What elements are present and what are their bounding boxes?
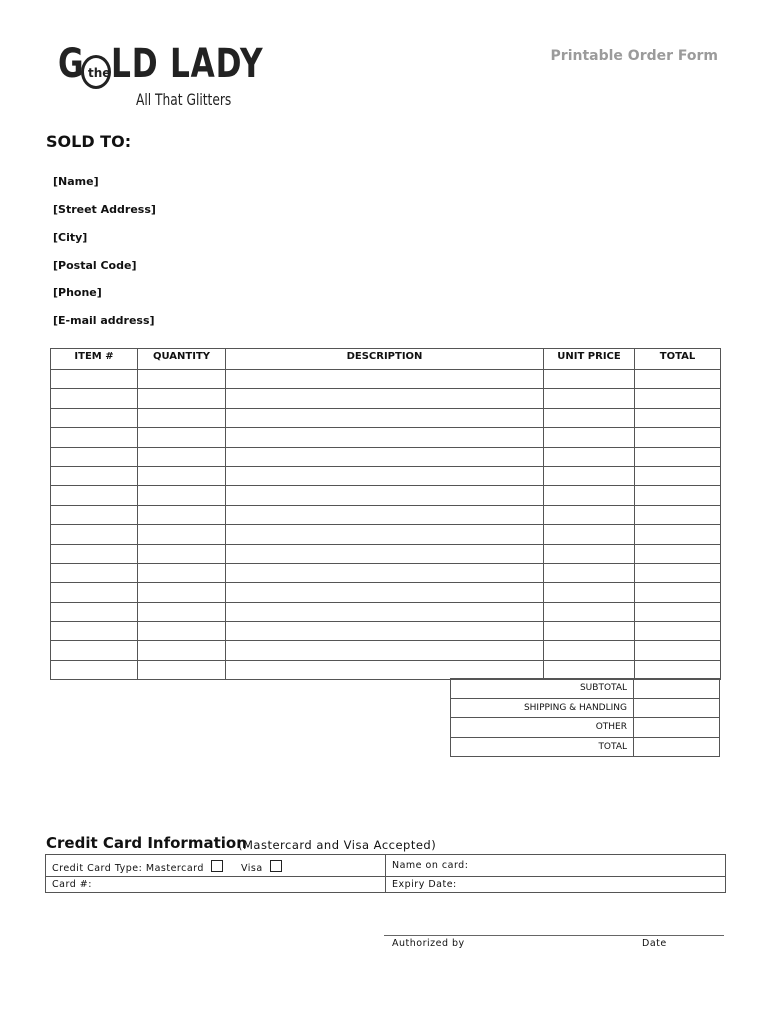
unit-price-cell[interactable]: [544, 660, 635, 679]
total-cell[interactable]: [635, 660, 721, 679]
unit-price-cell[interactable]: [544, 428, 635, 447]
description-cell[interactable]: [226, 389, 544, 408]
col-description: DESCRIPTION: [226, 349, 544, 370]
description-cell[interactable]: [226, 408, 544, 427]
item-number-cell[interactable]: [51, 370, 138, 389]
quantity-cell[interactable]: [138, 660, 226, 679]
sold-to-heading: SOLD TO:: [46, 132, 132, 151]
unit-price-cell[interactable]: [544, 641, 635, 660]
quantity-cell[interactable]: [138, 602, 226, 621]
shipping-value[interactable]: [634, 698, 720, 718]
totals-table: [450, 678, 720, 757]
address-phone: [Phone]: [53, 286, 102, 299]
unit-price-cell[interactable]: [544, 544, 635, 563]
expiry-date-label: Expiry Date:: [392, 879, 457, 890]
items-header-row: [51, 349, 721, 370]
table-row: [51, 428, 721, 447]
visa-label: Visa: [240, 863, 263, 874]
description-cell[interactable]: [226, 370, 544, 389]
item-number-cell[interactable]: [51, 428, 138, 447]
logo-the: the: [88, 66, 111, 80]
quantity-cell[interactable]: [138, 447, 226, 466]
address-email: [E-mail address]: [53, 314, 155, 327]
table-row: [51, 466, 721, 485]
description-cell[interactable]: [226, 486, 544, 505]
table-row: [51, 525, 721, 544]
total-label: TOTAL: [451, 737, 634, 757]
description-cell[interactable]: [226, 563, 544, 582]
form-title: Printable Order Form: [550, 48, 718, 64]
table-row: [51, 622, 721, 641]
table-row: [51, 486, 721, 505]
mastercard-checkbox[interactable]: [211, 860, 223, 872]
total-cell[interactable]: [635, 389, 721, 408]
table-row: [51, 583, 721, 602]
item-number-cell[interactable]: [51, 622, 138, 641]
unit-price-cell[interactable]: [544, 525, 635, 544]
table-row: [51, 563, 721, 582]
total-cell[interactable]: [635, 447, 721, 466]
credit-card-subheading: (Mastercard and Visa Accepted): [238, 838, 437, 852]
card-number-cell[interactable]: [46, 877, 386, 893]
table-row: [51, 641, 721, 660]
item-number-cell[interactable]: [51, 389, 138, 408]
item-number-cell[interactable]: [51, 544, 138, 563]
unit-price-cell[interactable]: [544, 563, 635, 582]
unit-price-cell[interactable]: [544, 447, 635, 466]
signature-line[interactable]: [384, 935, 724, 936]
description-cell[interactable]: [226, 660, 544, 679]
unit-price-cell[interactable]: [544, 486, 635, 505]
item-number-cell[interactable]: [51, 660, 138, 679]
table-row: [51, 505, 721, 524]
item-number-cell[interactable]: [51, 563, 138, 582]
quantity-cell[interactable]: [138, 466, 226, 485]
item-number-cell[interactable]: [51, 525, 138, 544]
subtotal-row: [451, 679, 720, 699]
description-cell[interactable]: [226, 602, 544, 621]
items-body: [51, 370, 721, 680]
logo-wordmark: G LD LADY: [58, 41, 264, 87]
name-on-card-label: Name on card:: [392, 860, 469, 871]
table-row: [51, 544, 721, 563]
date-label: Date: [642, 938, 667, 949]
quantity-cell[interactable]: [138, 563, 226, 582]
logo-tagline: All That Glitters: [136, 90, 232, 109]
item-number-cell[interactable]: [51, 583, 138, 602]
credit-card-table: [45, 854, 726, 893]
address-street: [Street Address]: [53, 203, 156, 216]
total-cell[interactable]: [635, 428, 721, 447]
description-cell[interactable]: [226, 622, 544, 641]
description-cell[interactable]: [226, 525, 544, 544]
col-item-number: ITEM #: [51, 349, 138, 370]
address-name: [Name]: [53, 175, 99, 188]
quantity-cell[interactable]: [138, 525, 226, 544]
expiry-date-cell[interactable]: [386, 877, 726, 893]
description-cell[interactable]: [226, 447, 544, 466]
card-number-label: Card #:: [52, 879, 92, 890]
unit-price-cell[interactable]: [544, 505, 635, 524]
unit-price-cell[interactable]: [544, 622, 635, 641]
table-row: [51, 370, 721, 389]
shipping-label: SHIPPING & HANDLING: [451, 698, 634, 718]
total-cell[interactable]: [635, 583, 721, 602]
quantity-cell[interactable]: [138, 505, 226, 524]
item-number-cell[interactable]: [51, 486, 138, 505]
total-cell[interactable]: [635, 408, 721, 427]
authorized-by-label: Authorized by: [392, 938, 465, 949]
total-cell[interactable]: [635, 544, 721, 563]
items-table: [50, 348, 721, 680]
table-row: [51, 602, 721, 621]
other-value[interactable]: [634, 718, 720, 738]
col-unit-price: UNIT PRICE: [544, 349, 635, 370]
item-number-cell[interactable]: [51, 447, 138, 466]
description-cell[interactable]: [226, 505, 544, 524]
shipping-row: [451, 698, 720, 718]
item-number-cell[interactable]: [51, 466, 138, 485]
quantity-cell[interactable]: [138, 622, 226, 641]
total-cell[interactable]: [635, 505, 721, 524]
card-type-label: Credit Card Type: Mastercard: [52, 863, 204, 874]
description-cell[interactable]: [226, 583, 544, 602]
quantity-cell[interactable]: [138, 389, 226, 408]
total-cell[interactable]: [635, 370, 721, 389]
total-cell[interactable]: [635, 486, 721, 505]
quantity-cell[interactable]: [138, 408, 226, 427]
quantity-cell[interactable]: [138, 486, 226, 505]
unit-price-cell[interactable]: [544, 389, 635, 408]
unit-price-cell[interactable]: [544, 408, 635, 427]
quantity-cell[interactable]: [138, 544, 226, 563]
unit-price-cell[interactable]: [544, 370, 635, 389]
card-type-cell: [46, 855, 386, 877]
item-number-cell[interactable]: [51, 408, 138, 427]
table-row: [51, 408, 721, 427]
subtotal-label: SUBTOTAL: [451, 679, 634, 699]
other-label: OTHER: [451, 718, 634, 738]
description-cell[interactable]: [226, 428, 544, 447]
item-number-cell[interactable]: [51, 602, 138, 621]
item-number-cell[interactable]: [51, 505, 138, 524]
quantity-cell[interactable]: [138, 370, 226, 389]
table-row: [51, 660, 721, 679]
credit-card-heading: Credit Card Information: [46, 834, 247, 852]
visa-checkbox[interactable]: [270, 860, 282, 872]
item-number-cell[interactable]: [51, 641, 138, 660]
name-on-card-cell[interactable]: [386, 855, 726, 877]
address-city: [City]: [53, 231, 88, 244]
description-cell[interactable]: [226, 544, 544, 563]
quantity-cell[interactable]: [138, 641, 226, 660]
quantity-cell[interactable]: [138, 428, 226, 447]
total-cell[interactable]: [635, 563, 721, 582]
col-quantity: QUANTITY: [138, 349, 226, 370]
total-cell[interactable]: [635, 602, 721, 621]
address-postal-code: [Postal Code]: [53, 259, 137, 272]
table-row: [51, 389, 721, 408]
quantity-cell[interactable]: [138, 583, 226, 602]
table-row: [51, 447, 721, 466]
unit-price-cell[interactable]: [544, 466, 635, 485]
description-cell[interactable]: [226, 641, 544, 660]
unit-price-cell[interactable]: [544, 583, 635, 602]
total-value[interactable]: [634, 737, 720, 757]
col-total: TOTAL: [635, 349, 721, 370]
total-cell[interactable]: [635, 622, 721, 641]
total-cell[interactable]: [635, 466, 721, 485]
total-cell[interactable]: [635, 525, 721, 544]
unit-price-cell[interactable]: [544, 602, 635, 621]
total-cell[interactable]: [635, 641, 721, 660]
description-cell[interactable]: [226, 466, 544, 485]
other-row: [451, 718, 720, 738]
subtotal-value[interactable]: [634, 679, 720, 699]
total-row: [451, 737, 720, 757]
